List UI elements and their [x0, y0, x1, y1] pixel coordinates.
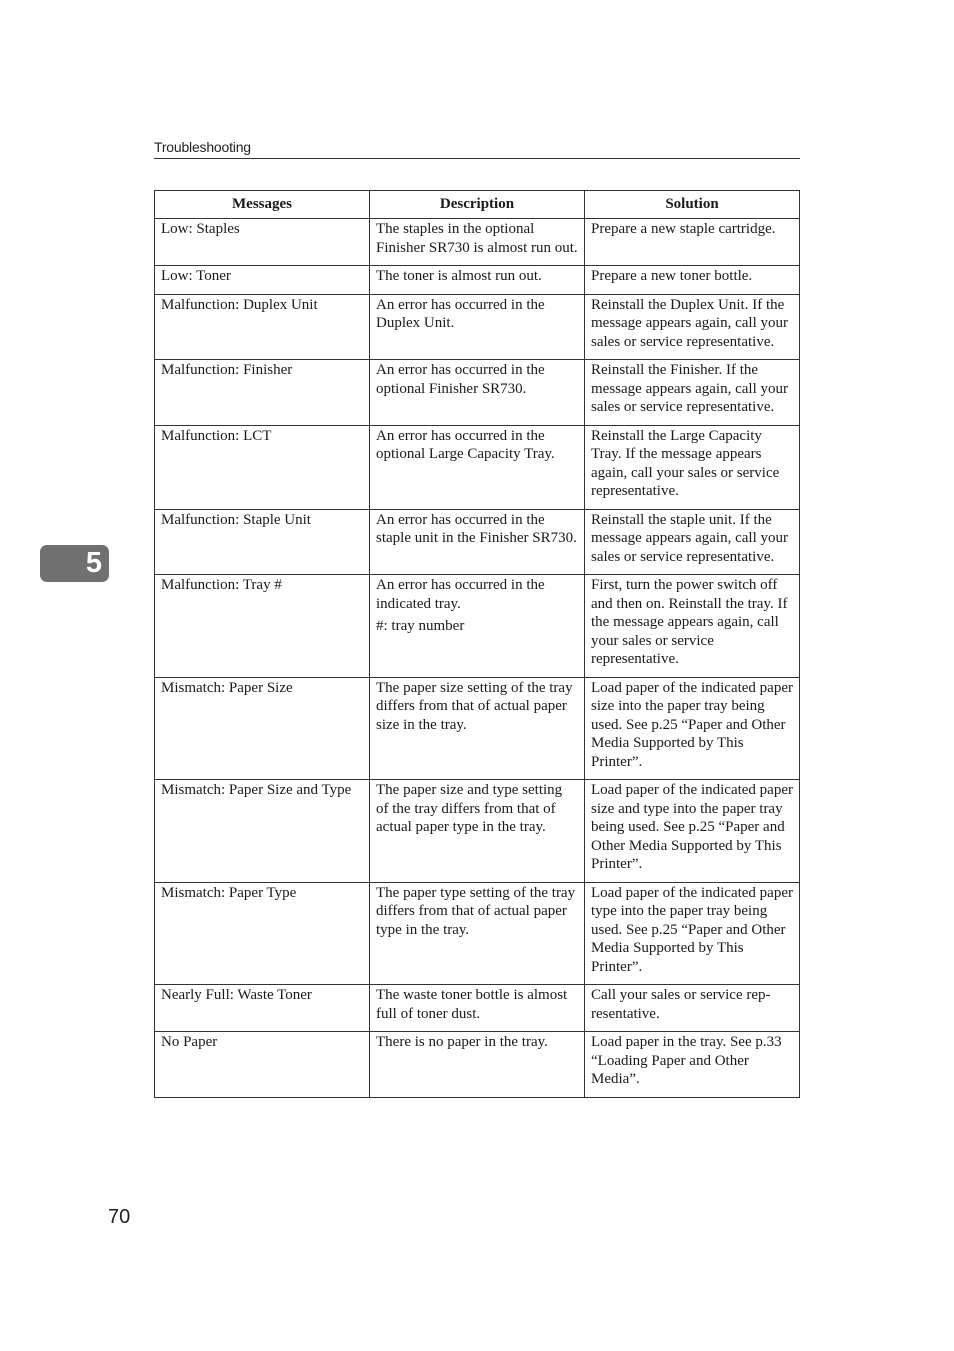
solution-cell: Prepare a new toner bottle. [585, 266, 800, 295]
running-head: Troubleshooting [154, 139, 251, 155]
description-cell [370, 985, 585, 1032]
table-body [155, 219, 800, 1098]
description-cell [370, 780, 585, 883]
description-cell [370, 219, 585, 266]
solution-cell: First, turn the power switch off and then on. Reinstall the tray. If the message appears again, call your sales or service representative. [585, 575, 800, 678]
description-cell [370, 677, 585, 780]
description-paragraph: An error has occurred in the optional Finisher SR730. [376, 362, 545, 397]
solution-cell: Call your sales or service representative. [585, 985, 800, 1032]
column-header-description: Description [370, 191, 585, 219]
table-row [155, 294, 800, 360]
message-cell: Mismatch: Paper Size [155, 677, 370, 780]
table-row [155, 1032, 800, 1098]
header-rule [154, 158, 800, 159]
description-paragraph: An error has occurred in the Duplex Unit. [376, 296, 545, 331]
message-cell: Malfunction: LCT [155, 425, 370, 509]
description-cell [370, 1032, 585, 1098]
description-paragraph: The waste toner bottle is almost full of toner dust. [376, 987, 568, 1022]
description-cell [370, 575, 585, 678]
table-row [155, 780, 800, 883]
table-row [155, 985, 800, 1032]
description-cell [370, 266, 585, 295]
description-paragraph: An error has occurred in the optional Large Capacity Tray. [376, 427, 555, 462]
description-paragraph: The staples in the optional Finisher SR730 is almost run out. [376, 221, 578, 256]
description-paragraph: An error has occurred in the indicated tray. [376, 577, 545, 612]
table-row [155, 575, 800, 678]
table-row [155, 266, 800, 295]
solution-cell: Load paper of the indicated paper type into the paper tray being used. See p.25 “Paper and Other Media Supported by This Printer”. [585, 882, 800, 985]
messages-table [154, 190, 800, 1098]
description-paragraph: The toner is almost run out. [376, 268, 542, 284]
message-cell: Malfunction: Duplex Unit [155, 294, 370, 360]
solution-cell: Reinstall the Large Capacity Tray. If the message appears again, call your sales or service representative. [585, 425, 800, 509]
column-header-messages: Messages [155, 191, 370, 219]
message-cell: Mismatch: Paper Size and Type [155, 780, 370, 883]
description-cell [370, 360, 585, 426]
description-cell [370, 882, 585, 985]
message-cell: Mismatch: Paper Type [155, 882, 370, 985]
table-row [155, 360, 800, 426]
solution-cell: Reinstall the Duplex Unit. If the message appears again, call your sales or service representative. [585, 294, 800, 360]
message-cell: Nearly Full: Waste Toner [155, 985, 370, 1032]
page-number: 70 [108, 1206, 131, 1228]
table-row [155, 219, 800, 266]
column-header-solution: Solution [585, 191, 800, 219]
table-row [155, 425, 800, 509]
message-cell: No Paper [155, 1032, 370, 1098]
description-paragraph: The paper type setting of the tray differs from that of actual paper type in the tray. [376, 884, 576, 938]
message-cell: Low: Toner [155, 266, 370, 295]
table-header-row [155, 191, 800, 219]
solution-cell: Load paper of the indicated paper size into the paper tray being used. See p.25 “Paper and Other Media Supported by This Printer”. [585, 677, 800, 780]
message-cell: Malfunction: Staple Unit [155, 509, 370, 575]
solution-cell: Reinstall the staple unit. If the message appears again, call your sales or service representative. [585, 509, 800, 575]
description-cell [370, 425, 585, 509]
message-cell: Low: Staples [155, 219, 370, 266]
description-paragraph: #: tray number [376, 618, 465, 634]
table-row [155, 882, 800, 985]
solution-cell: Load paper of the indicated paper size and type into the paper tray being used. See p.25 “Paper and Other Media Supported by This Printer”. [585, 780, 800, 883]
message-cell: Malfunction: Finisher [155, 360, 370, 426]
solution-cell: Reinstall the Finisher. If the message appears again, call your sales or service representative. [585, 360, 800, 426]
table-row [155, 677, 800, 780]
description-paragraph: An error has occurred in the staple unit in the Finisher SR730. [376, 511, 577, 546]
description-cell [370, 509, 585, 575]
message-cell: Malfunction: Tray # [155, 575, 370, 678]
chapter-tab: 5 [40, 545, 109, 582]
table-row [155, 509, 800, 575]
description-cell [370, 294, 585, 360]
description-paragraph: There is no paper in the tray. [376, 1034, 548, 1050]
solution-cell: Load paper in the tray. See p.33 “Loading Paper and Other Media”. [585, 1032, 800, 1098]
description-paragraph: The paper size and type setting of the tray differs from that of actual paper type in the tray. [376, 782, 563, 835]
solution-cell: Prepare a new staple cartridge. [585, 219, 800, 266]
description-paragraph: The paper size setting of the tray differs from that of actual paper size in the tray. [376, 679, 573, 733]
